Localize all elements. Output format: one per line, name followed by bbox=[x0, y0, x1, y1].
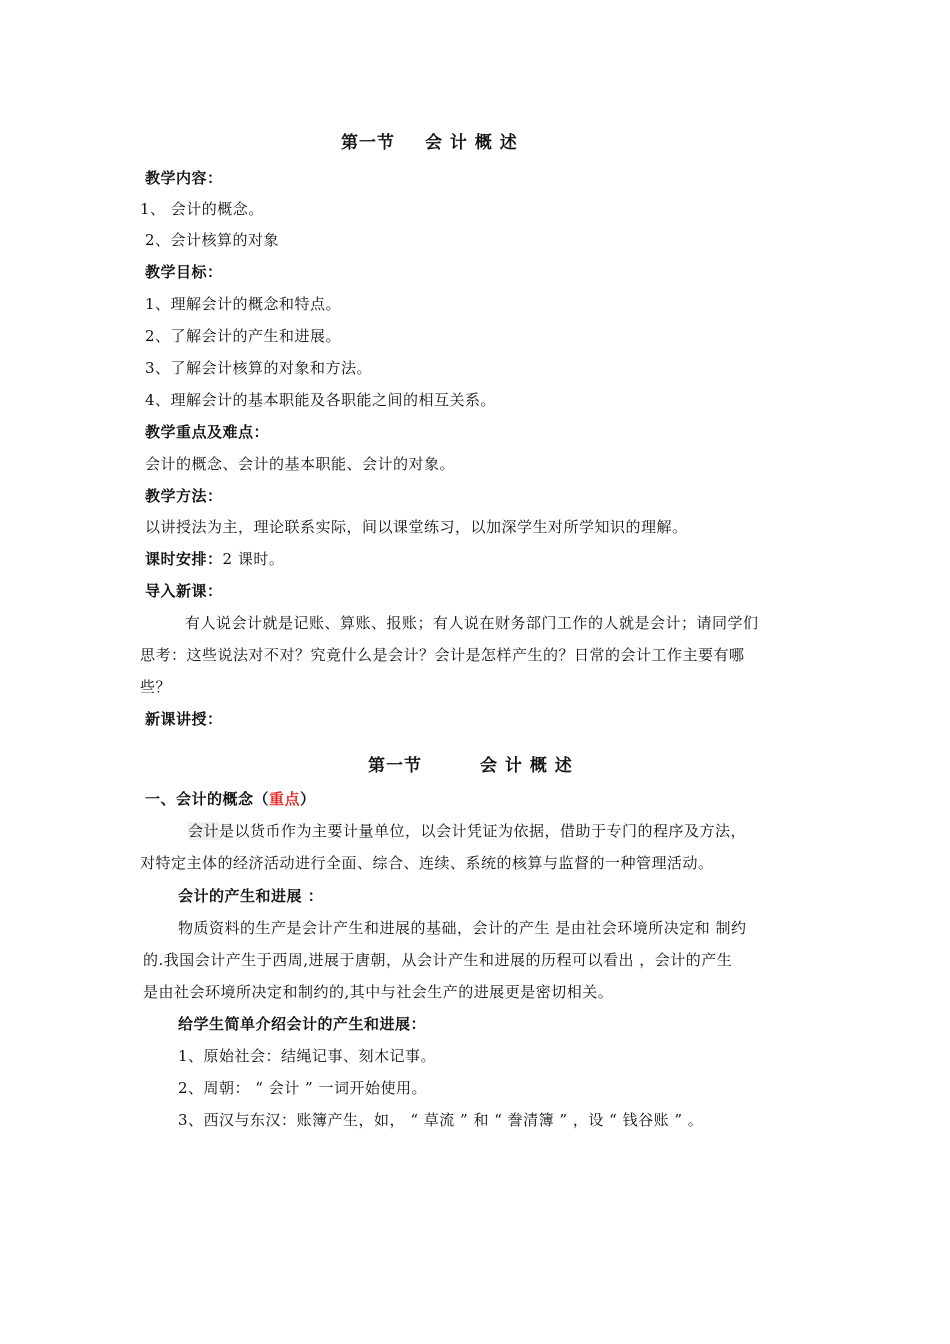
definition-line-1 bbox=[188, 821, 746, 841]
section1-emphasis: 重点 bbox=[269, 790, 301, 808]
title-topic: 会 计 概 述 bbox=[425, 133, 518, 153]
content-item-1: 1、 会计的概念。 bbox=[140, 200, 264, 218]
key-heading: 教学重点及难点： bbox=[145, 423, 270, 441]
origin-line-2: 的.我国会计产生于西周,进展于唐朝，从会计产生和进展的历程可以看出 ，会计的产生 bbox=[143, 951, 733, 969]
definition-line-2: 对特定主体的经济活动进行全面、综合、连续、系统的核算与监督的一种管理活动。 bbox=[140, 854, 714, 872]
goal-item-3: 3、了解会计核算的对象和方法。 bbox=[145, 359, 373, 377]
history-item-1: 1、原始社会：结绳记事、刻木记事。 bbox=[178, 1047, 437, 1065]
hours-label: 课时安排： bbox=[145, 550, 223, 568]
history-item-3: 3、西汉与东汉：账簿产生，如， “ 草流 ” 和 “ 誊清簿 ” ，设 “ 钱谷账 ” 。 bbox=[178, 1111, 704, 1129]
intro-line-2: 思考：这些说法对不对？究竟什么是会计？会计是怎样产生的？日常的会计工作主要有哪 bbox=[140, 646, 745, 664]
definition-term: 会计 bbox=[188, 822, 220, 840]
goals-heading: 教学目标： bbox=[145, 263, 223, 281]
goal-item-2: 2、了解会计的产生和进展。 bbox=[145, 327, 342, 345]
content-item-2: 2、会计核算的对象 bbox=[145, 231, 280, 249]
hours-line bbox=[145, 549, 284, 569]
origin-line-3: 是由社会环境所决定和制约的,其中与社会生产的进展更是密切相关。 bbox=[143, 983, 614, 1001]
title2-topic: 会 计 概 述 bbox=[480, 756, 573, 776]
method-text: 以讲授法为主，理论联系实际，间以课堂练习，以加深学生对所学知识的理解。 bbox=[145, 518, 688, 536]
intro-line-3: 些？ bbox=[140, 678, 172, 696]
history-item-2: 2、周朝： “ 会计 ” 一词开始使用。 bbox=[178, 1079, 427, 1097]
definition-rest: 是以货币作为主要计量单位，以会计凭证为依据，借助于专门的程序及方法， bbox=[219, 822, 747, 840]
key-text: 会计的概念、会计的基本职能、会计的对象。 bbox=[145, 455, 456, 473]
origin-heading: 会计的产生和进展 ： bbox=[178, 887, 324, 905]
intro-line-1: 有人说会计就是记账、算账、报账；有人说在财务部门工作的人就是会计；请同学们 bbox=[185, 614, 759, 632]
content-heading: 教学内容： bbox=[145, 169, 223, 187]
section1-suffix: ） bbox=[300, 790, 316, 808]
goal-item-4: 4、理解会计的基本职能及各职能之间的相互关系。 bbox=[145, 391, 497, 409]
lecture-heading: 新课讲授： bbox=[145, 710, 223, 728]
hours-value: 2 课时。 bbox=[222, 550, 285, 568]
origin-line-1: 物质资料的生产是会计产生和进展的基础，会计的产生 是由社会环境所决定和 制约 bbox=[178, 919, 747, 937]
section1-prefix: 一、会计的概念（ bbox=[145, 790, 270, 808]
goal-item-1: 1、理解会计的概念和特点。 bbox=[145, 295, 342, 313]
intro-heading: 导入新课： bbox=[145, 582, 223, 600]
method-heading: 教学方法： bbox=[145, 487, 223, 505]
section1-heading bbox=[145, 789, 316, 809]
history-heading: 给学生简单介绍会计的产生和进展： bbox=[178, 1015, 427, 1033]
title-chapter: 第一节 bbox=[341, 133, 395, 153]
title2-chapter: 第一节 bbox=[368, 756, 422, 776]
